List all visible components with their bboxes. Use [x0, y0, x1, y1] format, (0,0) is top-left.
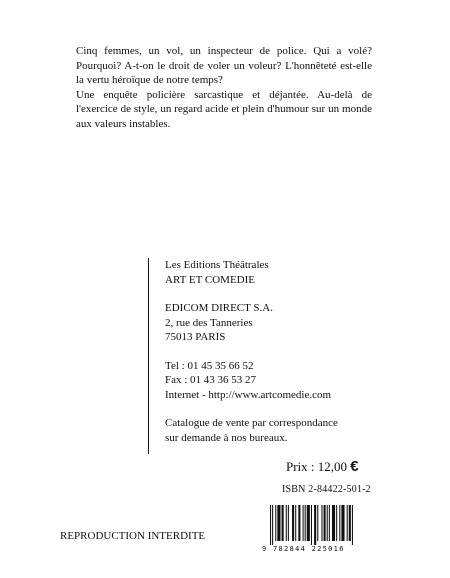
- distributor-city: 75013 PARIS: [165, 331, 226, 343]
- barcode-bar: [341, 505, 344, 541]
- barcode-icon: [262, 505, 382, 545]
- barcode-bar: [286, 505, 287, 541]
- barcode: [262, 505, 382, 553]
- phone-number: Tel : 01 45 35 66 52: [165, 359, 254, 372]
- blurb-paragraph-1: Cinq femmes, un vol, un inspecteur de police. Qui a volé? Pourquoi? A-t-on le droit de voler un voleur? L'honnêteté est-elle la vertu héroïque de notre temps?: [76, 45, 372, 86]
- publisher-line-2: ART ET COMEDIE: [165, 273, 255, 286]
- barcode-bar: [352, 505, 353, 545]
- barcode-bar: [303, 505, 304, 541]
- distributor-street: 2, rue des Tanneries: [165, 316, 253, 329]
- catalogue-line-1: Catalogue de vente par correspondance: [165, 417, 338, 429]
- barcode-bar: [305, 505, 306, 541]
- barcode-bar: [292, 505, 294, 541]
- barcode-bar: [336, 505, 337, 541]
- barcode-bar: [288, 505, 289, 541]
- barcode-bar: [282, 505, 284, 541]
- barcode-bar: [329, 505, 330, 541]
- barcode-digits: 9 782844 225016: [262, 545, 345, 553]
- barcode-bar: [324, 505, 326, 541]
- price-value: Prix : 12,00: [286, 459, 348, 474]
- barcode-bar: [347, 505, 348, 541]
- barcode-bar: [272, 505, 273, 545]
- barcode-bar: [295, 505, 296, 541]
- barcode-bar: [307, 505, 310, 541]
- distributor-name: EDICOM DIRECT S.A.: [165, 302, 273, 314]
- euro-icon: €: [350, 458, 359, 475]
- isbn-number: ISBN 2-84422-501-2: [282, 484, 371, 495]
- catalogue-line-2: sur demande à nos bureaux.: [165, 431, 288, 444]
- back-cover-blurb: [76, 44, 372, 131]
- barcode-bar: [317, 505, 318, 541]
- barcode-bar: [327, 505, 328, 541]
- barcode-bar: [270, 505, 271, 545]
- price-label: [286, 458, 359, 475]
- blurb-paragraph-2: Une enquête policière sarcastique et déjantée. Au-delà de l'exercice de style, un regard acide et plein d'humour sur un monde aux valeurs instables.: [76, 88, 372, 130]
- fax-number: Fax : 01 43 36 53 27: [165, 374, 257, 386]
- barcode-bar: [298, 505, 300, 541]
- barcode-bar: [311, 505, 312, 545]
- barcode-bar: [321, 505, 322, 541]
- barcode-bar: [349, 505, 351, 541]
- publisher-line-1: Les Editions Théâtrales: [165, 259, 269, 271]
- barcode-bar: [339, 505, 340, 541]
- reproduction-notice: REPRODUCTION INTERDITE: [60, 530, 206, 542]
- barcode-bar: [314, 505, 316, 545]
- barcode-bar: [277, 505, 280, 541]
- website: Internet - http://www.artcomedie.com: [165, 388, 332, 401]
- publisher-info: [148, 258, 345, 454]
- barcode-bar: [332, 505, 335, 541]
- barcode-bar: [275, 505, 276, 541]
